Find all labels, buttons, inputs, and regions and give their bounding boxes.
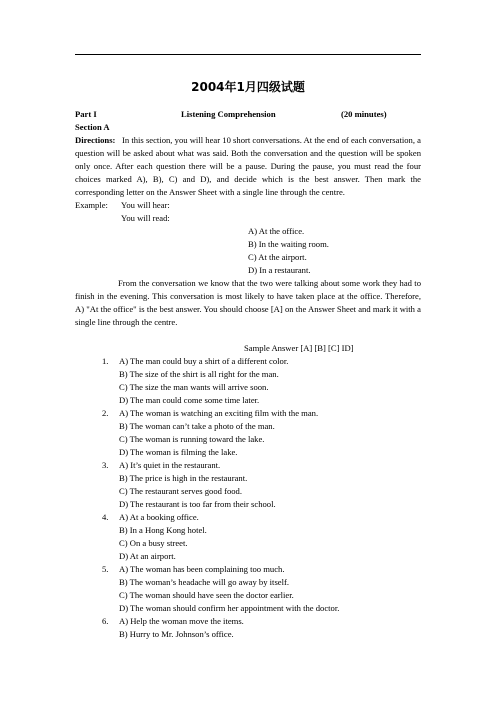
- question-option: B) In a Hong Kong hotel.: [119, 525, 207, 535]
- section-label: Section A: [75, 122, 110, 132]
- header-rule: [75, 54, 421, 55]
- question-option: A) At a booking office.: [119, 512, 199, 522]
- question-number: 3.: [102, 460, 109, 470]
- directions-paragraph: [75, 134, 421, 199]
- question-option: C) The woman should have seen the doctor earlier.: [119, 590, 294, 600]
- question-option: B) The woman can’t take a photo of the man.: [119, 421, 275, 431]
- example-read: You will read:: [121, 213, 170, 223]
- question-option: D) The woman is filming the lake.: [119, 447, 238, 457]
- question-option: B) The size of the shirt is all right for the man.: [119, 369, 279, 379]
- question-option: B) The woman’s headache will go away by itself.: [119, 577, 289, 587]
- question-number: 4.: [102, 512, 109, 522]
- question-option: D) The woman should confirm her appointment with the doctor.: [119, 603, 340, 613]
- part-name: Listening Comprehension: [181, 109, 276, 119]
- example-choice: D) In a restaurant.: [248, 265, 311, 275]
- question-number: 1.: [102, 356, 109, 366]
- part-label: Part I: [75, 109, 97, 119]
- question-option: A) Help the woman move the items.: [119, 616, 244, 626]
- example-choice: B) In the waiting room.: [248, 239, 329, 249]
- directions-text: In this section, you will hear 10 short conversations. At the end of each conversation, a question will be asked about what was said. Both the conversation and the question will be spoken only once. After each question there will be a pause. During the pause, you must read the four choices marked A), B), C) and D), and decide which is the best answer. Then mark the corresponding letter on the Answer Sheet with a single line through the centre.: [75, 135, 421, 197]
- example-choice: A) At the office.: [248, 226, 305, 236]
- question-option: B) Hurry to Mr. Johnson’s office.: [119, 629, 234, 639]
- question-number: 5.: [102, 564, 109, 574]
- question-number: 6.: [102, 616, 109, 626]
- example-label: Example:: [75, 200, 108, 210]
- question-number: 2.: [102, 408, 109, 418]
- question-option: A) The man could buy a shirt of a different color.: [119, 356, 289, 366]
- question-option: A) The woman is watching an exciting film with the man.: [119, 408, 319, 418]
- question-option: C) The restaurant serves good food.: [119, 486, 242, 496]
- question-option: C) On a busy street.: [119, 538, 188, 548]
- example-hear: You will hear:: [121, 200, 170, 210]
- question-option: A) It’s quiet in the restaurant.: [119, 460, 221, 470]
- question-option: D) The restaurant is too far from their school.: [119, 499, 276, 509]
- question-option: D) At an airport.: [119, 551, 176, 561]
- question-option: A) The woman has been complaining too much.: [119, 564, 285, 574]
- example-explanation: From the conversation we know that the two were talking about some work they had to finish in the evening. This conversation is most likely to have taken place at the office. Therefore, A) "At the office" is the best answer. You should choose [A] on the Answer Sheet and mark it with a single line through the centre.: [75, 278, 421, 327]
- page-title: 2004年1月四级试题: [191, 80, 305, 94]
- sample-answer: Sample Answer [A] [B] [C] ID]: [244, 343, 354, 353]
- question-option: D) The man could come some time later.: [119, 395, 260, 405]
- example-choice: C) At the airport.: [248, 252, 307, 262]
- part-time: (20 minutes): [341, 109, 387, 119]
- directions-label: Directions:: [75, 135, 116, 145]
- question-option: C) The woman is running toward the lake.: [119, 434, 265, 444]
- question-option: B) The price is high in the restaurant.: [119, 473, 248, 483]
- question-option: C) The size the man wants will arrive soon.: [119, 382, 269, 392]
